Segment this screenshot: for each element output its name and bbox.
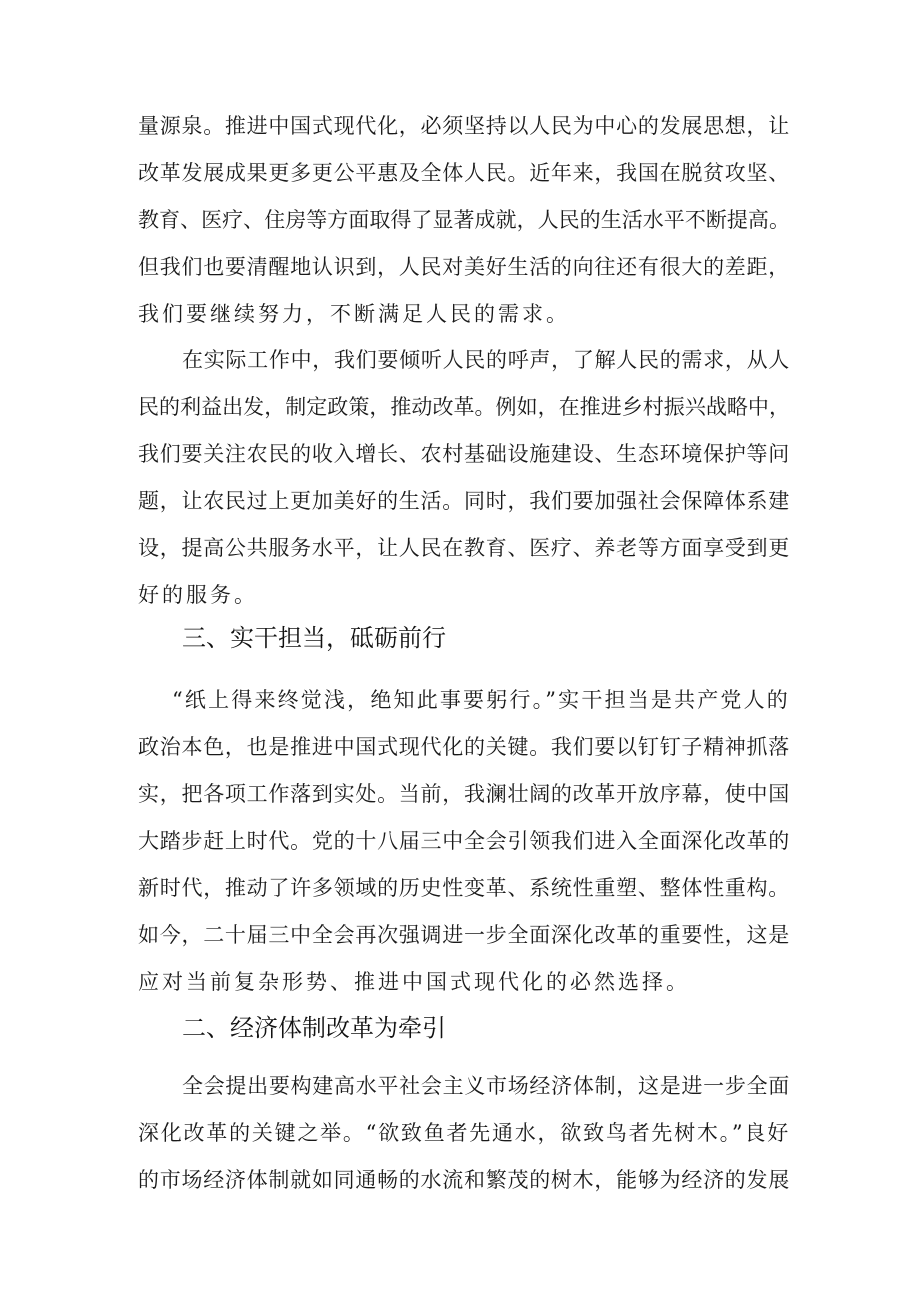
paragraph-line: 设，提高公共服务水平，让人民在教育、医疗、养老等方面享受到更 [138, 536, 790, 560]
paragraph-line: 全会提出要构建高水平社会主义市场经济体制，这是进一步全面 [182, 1074, 790, 1098]
paragraph-line: 在实际工作中，我们要倾听人民的呼声，了解人民的需求，从人 [182, 348, 790, 372]
paragraph-line: 教育、医疗、住房等方面取得了显著成就，人民的生活水平不断提高。 [138, 208, 790, 232]
paragraph-line: 的市场经济体制就如同通畅的水流和繁茂的树木，能够为经济的发展 [138, 1168, 790, 1192]
paragraph-line: 我们要关注农民的收入增长、农村基础设施建设、生态环境保护等问 [138, 442, 790, 466]
paragraph-line: 新时代，推动了许多领域的历史性变革、系统性重塑、整体性重构。 [138, 876, 790, 900]
section-heading-three: 三、实干担当，砥砺前行 [182, 624, 446, 652]
paragraph-line: 深化改革的关键之举。“欲致鱼者先通水，欲致鸟者先树木。”良好 [138, 1121, 790, 1145]
paragraph-line: 我们要继续努力，不断满足人民的需求。 [138, 302, 570, 326]
paragraph-line: 大踏步赶上时代。党的十八届三中全会引领我们进入全面深化改革的 [138, 829, 790, 853]
section-heading-two: 二、经济体制改革为牵引 [182, 1014, 446, 1042]
paragraph-line: 但我们也要清醒地认识到，人民对美好生活的向往还有很大的差距， [138, 255, 790, 279]
paragraph-line: 好的服务。 [138, 583, 258, 607]
paragraph-line: 量源泉。推进中国式现代化，必须坚持以人民为中心的发展思想，让 [138, 114, 790, 138]
paragraph-line: 政治本色，也是推进中国式现代化的关键。我们要以钉钉子精神抓落 [138, 735, 790, 759]
paragraph-line: 实，把各项工作落到实处。当前，我澜壮阔的改革开放序幕，使中国 [138, 782, 790, 806]
paragraph-line: 改革发展成果更多更公平惠及全体人民。近年来，我国在脱贫攻坚、 [138, 161, 790, 185]
paragraph-line: 如今，二十届三中全会再次强调进一步全面深化改革的重要性，这是 [138, 923, 790, 947]
paragraph-line: “纸上得来终觉浅，绝知此事要躬行。”实干担当是共产党人的 [172, 688, 790, 712]
paragraph-line: 题，让农民过上更加美好的生活。同时，我们要加强社会保障体系建 [138, 489, 790, 513]
paragraph-line: 民的利益出发，制定政策，推动改革。例如，在推进乡村振兴战略中， [138, 395, 790, 419]
paragraph-line: 应对当前复杂形势、推进中国式现代化的必然选择。 [138, 970, 690, 994]
